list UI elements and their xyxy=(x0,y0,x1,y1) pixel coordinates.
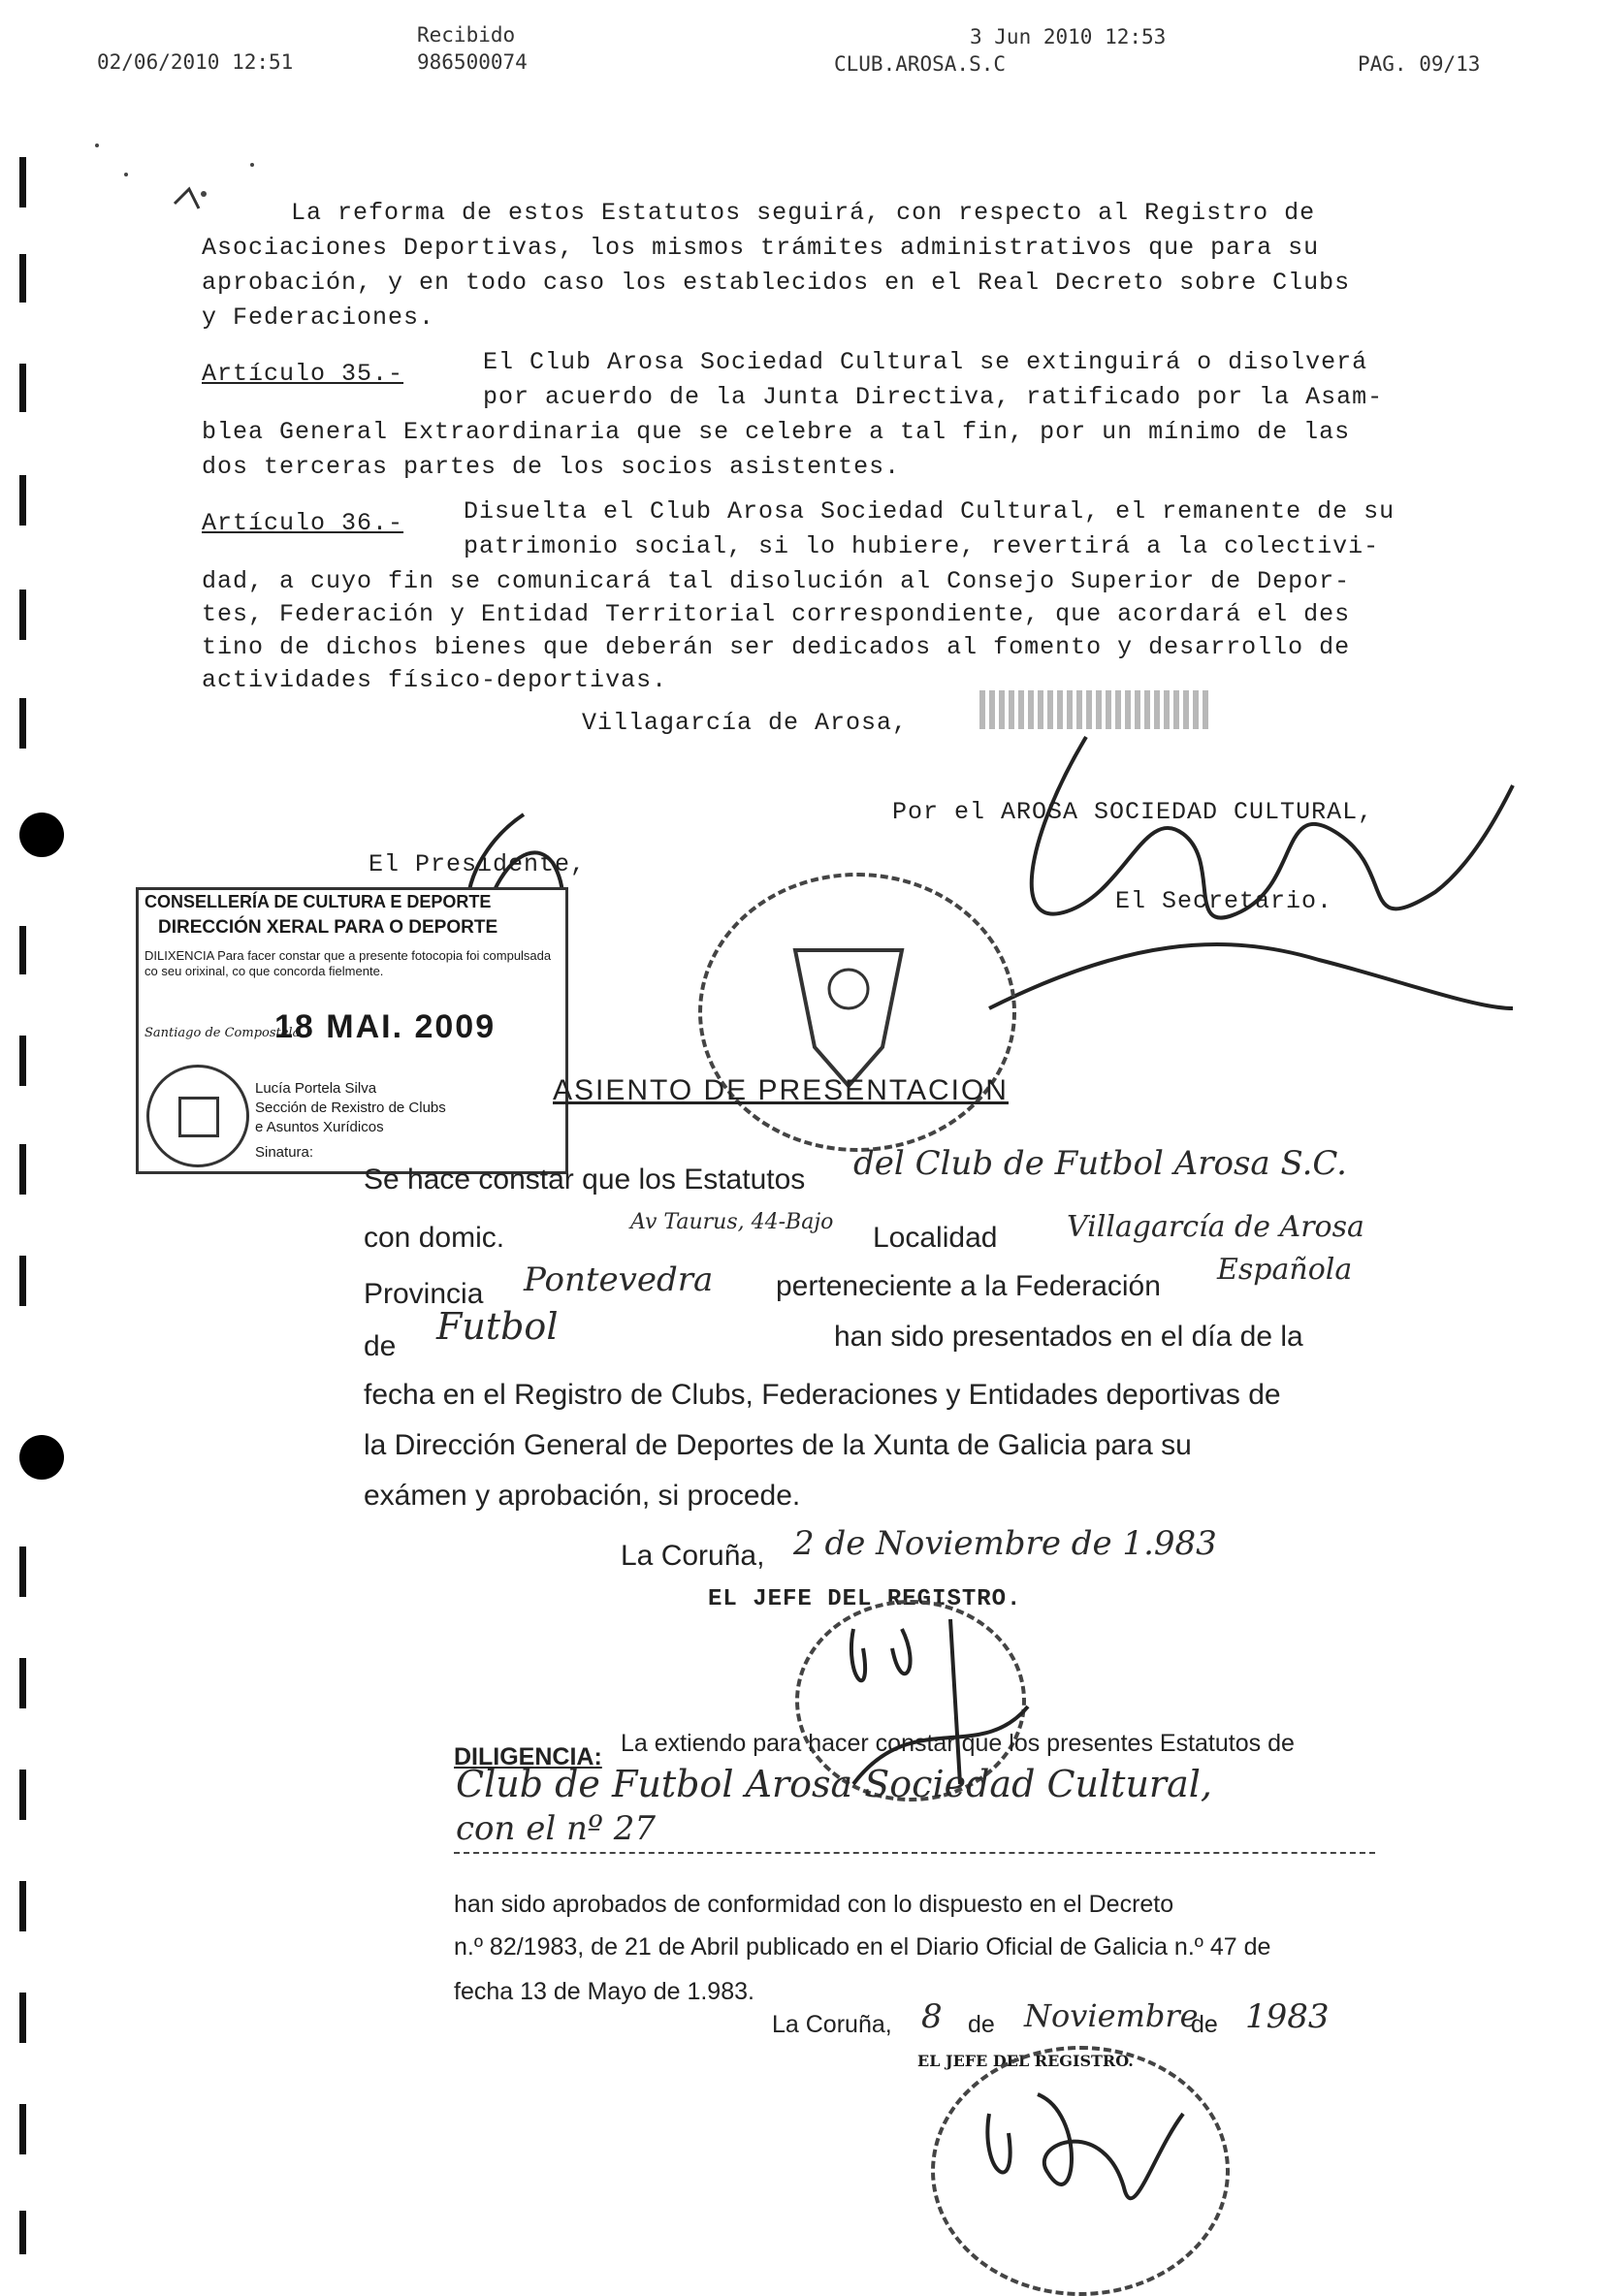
stamp-city: Santiago de Compostela xyxy=(144,1026,301,1040)
secretary-label: El Secretario. xyxy=(1115,887,1333,915)
signatory-organization: Por el AROSA SOCIEDAD CULTURAL, xyxy=(892,798,1374,826)
asiento-handwritten: Villagarcía de Arosa xyxy=(1067,1210,1364,1244)
asiento-line: fecha en el Registro de Clubs, Federaciones y Entidades deportivas de xyxy=(364,1379,1281,1411)
stamp-seal-icon xyxy=(146,1065,249,1167)
diligencia-date-handwritten: 8 xyxy=(921,1997,943,2036)
article-35-line: blea General Extraordinaria que se celebre a tal fin, por un mínimo de las xyxy=(202,418,1351,446)
paragraph-reform-line: aprobación, y en todo caso los establecidos en el Real Decreto sobre Clubs xyxy=(202,269,1351,297)
binding-bar xyxy=(19,157,26,207)
stamp-section-line: e Asuntos Xurídicos xyxy=(255,1119,384,1135)
fax-received-label: Recibido xyxy=(417,23,516,47)
compulsa-stamp xyxy=(136,887,568,1174)
article-35-line: por acuerdo de la Junta Directiva, ratificado por la Asam- xyxy=(483,383,1384,411)
fax-number: 986500074 xyxy=(417,50,528,74)
article-36-line: actividades físico-deportivas. xyxy=(202,666,668,694)
asiento-handwritten: Av Taurus, 44-Bajo xyxy=(630,1210,834,1234)
fax-received-datetime: 3 Jun 2010 12:53 xyxy=(970,25,1167,48)
diligencia-line: La extiendo para hacer constar que los presentes Estatutos de xyxy=(621,1730,1295,1757)
binding-bar xyxy=(19,475,26,526)
secretary-signature xyxy=(931,718,1532,1037)
divider xyxy=(454,1852,1375,1854)
diligencia-date-part: de xyxy=(968,2011,995,2038)
asiento-handwritten: Española xyxy=(1217,1253,1353,1287)
diligencia-label: DILIGENCIA: xyxy=(454,1743,602,1770)
asiento-handwritten: del Club de Futbol Arosa S.C. xyxy=(853,1144,1347,1183)
article-36-line: tes, Federación y Entidad Territorial correspondiente, que acordará el des xyxy=(202,600,1351,628)
asiento-line: la Dirección General de Deportes de la Xunta de Galicia para su xyxy=(364,1429,1192,1461)
fax-sent-datetime: 02/06/2010 12:51 xyxy=(97,50,294,74)
binding-bar xyxy=(19,1256,26,1306)
diligencia-line: fecha 13 de Mayo de 1.983. xyxy=(454,1978,754,2005)
binding-bar xyxy=(19,1881,26,1931)
binding-bar xyxy=(19,1993,26,2043)
punch-hole xyxy=(19,1435,64,1480)
binding-bar xyxy=(19,1770,26,1820)
asiento-handwritten: Pontevedra xyxy=(524,1260,714,1299)
binding-bar xyxy=(19,1036,26,1086)
fax-page-number: PAG. 09/13 xyxy=(1358,52,1481,76)
diligencia-registry-head: EL JEFE DEL REGISTRO. xyxy=(917,2052,1134,2070)
paragraph-reform-line: Asociaciones Deportivas, los mismos trámites administrativos que para su xyxy=(202,234,1320,262)
diligencia-date-handwritten: 1983 xyxy=(1245,1997,1330,2036)
binding-bar xyxy=(19,590,26,640)
stamp-officer-name: Lucía Portela Silva xyxy=(255,1080,377,1097)
asiento-line: de xyxy=(364,1330,397,1362)
article-36-line: tino de dichos bienes que deberán ser dedicados al fomento y desarrollo de xyxy=(202,633,1351,661)
asiento-line: con domic. xyxy=(364,1222,505,1254)
asiento-line: Localidad xyxy=(873,1222,998,1254)
bottom-signature xyxy=(960,2056,1203,2249)
paragraph-reform-line: La reforma de estos Estatutos seguirá, con respecto al Registro de xyxy=(291,199,1316,227)
binding-bar xyxy=(19,1547,26,1597)
binding-bar xyxy=(19,698,26,749)
asiento-title: ASIENTO DE PRESENTACION xyxy=(553,1074,1009,1106)
stamp-directorate: DIRECCIÓN XERAL PARA O DEPORTE xyxy=(158,917,498,938)
binding-bar xyxy=(19,1144,26,1195)
binding-bar xyxy=(19,2104,26,2154)
binding-bar xyxy=(19,926,26,974)
article-35-line: dos terceras partes de los socios asistentes. xyxy=(202,453,901,481)
stamp-signature-label: Sinatura: xyxy=(255,1144,314,1161)
article-36-label: Artículo 36.- xyxy=(202,509,404,537)
asiento-date-handwritten: 2 de Noviembre de 1.983 xyxy=(793,1524,1217,1563)
asiento-line: Provincia xyxy=(364,1278,484,1310)
stamp-date: 18 MAI. 2009 xyxy=(274,1008,497,1045)
article-36-line: patrimonio social, si lo hubiere, revertirá a la colectivi- xyxy=(464,532,1380,560)
article-36-line: dad, a cuyo fin se comunicará tal disolución al Consejo Superior de Depor- xyxy=(202,567,1351,595)
article-36-line: Disuelta el Club Arosa Sociedad Cultural, el remanente de su xyxy=(464,497,1395,526)
article-35-label: Artículo 35.- xyxy=(202,360,404,388)
punch-hole xyxy=(19,813,64,857)
diligencia-handwritten: Club de Futbol Arosa Sociedad Cultural, xyxy=(456,1763,1212,1805)
article-35-line: El Club Arosa Sociedad Cultural se extinguirá o disolverá xyxy=(483,348,1368,376)
diligencia-date-part: de xyxy=(1191,2011,1218,2038)
diligencia-line: han sido aprobados de conformidad con lo dispuesto en el Decreto xyxy=(454,1891,1174,1918)
asiento-handwritten: Futbol xyxy=(436,1305,559,1348)
binding-bar xyxy=(19,364,26,412)
asiento-date-place: La Coruña, xyxy=(621,1540,765,1572)
stamp-ministry: CONSELLERÍA DE CULTURA E DEPORTE xyxy=(144,892,492,911)
binding-bar xyxy=(19,254,26,303)
president-label: El Presidente, xyxy=(369,850,587,878)
asiento-registry-head: EL JEFE DEL REGISTRO. xyxy=(708,1586,1022,1612)
fax-sender: CLUB.AROSA.S.C xyxy=(834,52,1007,76)
asiento-line: Se hace constar que los Estatutos xyxy=(364,1164,806,1196)
club-crest-icon xyxy=(776,931,921,1096)
stamp-section-line: Sección de Rexistro de Clubs xyxy=(255,1100,446,1116)
diligencia-line: n.º 82/1983, de 21 de Abril publicado en el Diario Oficial de Galicia n.º 47 de xyxy=(454,1933,1271,1961)
scan-specks xyxy=(58,126,310,242)
diligencia-date-handwritten: Noviembre xyxy=(1024,1997,1199,2034)
diligencia-date-place: La Coruña, xyxy=(772,2011,892,2038)
diligencia-handwritten: con el nº 27 xyxy=(456,1809,656,1848)
asiento-line: perteneciente a la Federación xyxy=(776,1270,1161,1302)
binding-bar xyxy=(19,1658,26,1708)
paragraph-reform-line: y Federaciones. xyxy=(202,303,435,332)
stamp-diligence-text: DILIXENCIA Para facer constar que a presente fotocopia foi compulsada co seu orixinal, co que concorda fielmente. xyxy=(144,948,552,978)
asiento-line: exámen y aprobación, si procede. xyxy=(364,1480,801,1512)
place-date: Villagarcía de Arosa, xyxy=(582,709,909,737)
binding-bar xyxy=(19,2211,26,2254)
asiento-line: han sido presentados en el día de la xyxy=(834,1321,1303,1353)
